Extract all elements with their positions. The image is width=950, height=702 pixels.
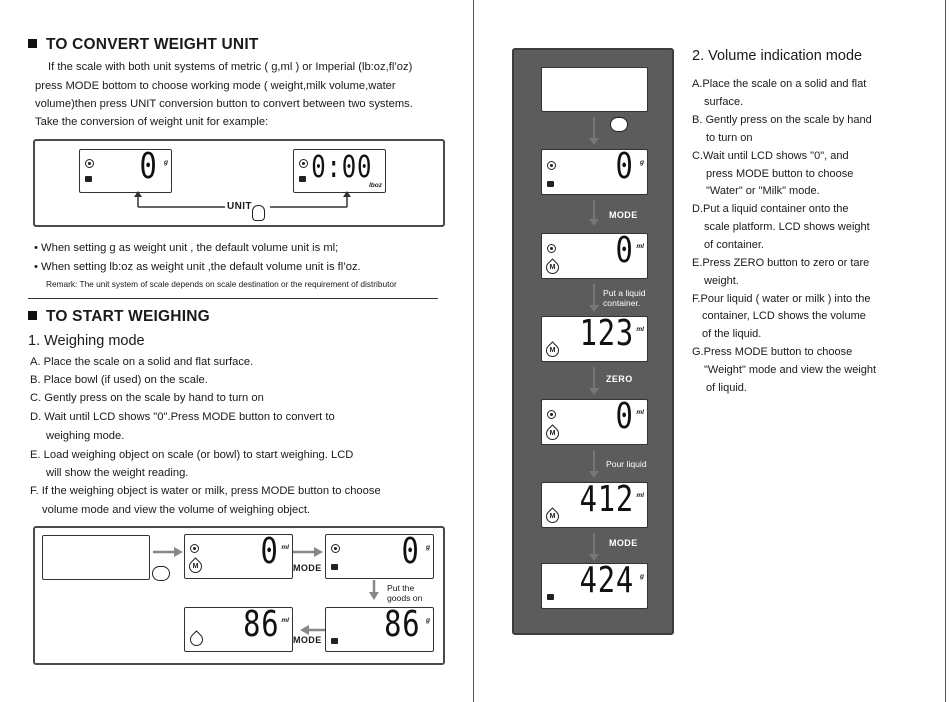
lcd-unit: ml [636, 409, 644, 416]
weighing-mode-subtitle: 1. Weighing mode [28, 333, 145, 349]
lcd-unit: g [640, 159, 644, 166]
vol-step-f-cont: container, LCD shows the volume [702, 310, 866, 322]
strip-lcd-5 [541, 479, 648, 528]
section-divider [28, 298, 438, 299]
mode-button-label-2: MODE [293, 635, 322, 645]
convert-unit-heading: TO CONVERT WEIGHT UNIT [28, 36, 259, 54]
lcd-unit: ml [281, 544, 289, 551]
weight-icon [547, 594, 554, 600]
lcd-display-86ml [184, 604, 293, 652]
arrow-down [593, 533, 595, 555]
bullet-lboz: • When setting lb:oz as weight unit ,the default volume unit is fl’oz. [34, 261, 361, 273]
page-divider [473, 0, 474, 702]
water-drop-icon [187, 630, 205, 648]
target-icon [547, 244, 556, 253]
lcd-digits: 0 [401, 531, 420, 572]
weigh-step-d: D. Wait until LCD shows "0".Press MODE button to convert to [30, 411, 335, 423]
lcd-unit: lboz [369, 182, 382, 189]
target-icon [331, 544, 340, 553]
vol-step-a-cont: surface. [704, 96, 744, 108]
lcd-digits: 86 [383, 604, 420, 645]
lcd-unit: ml [636, 326, 644, 333]
milk-drop-icon: M [543, 341, 561, 359]
arrow-down [593, 367, 595, 389]
strip-lcd-1 [541, 146, 648, 195]
vol-step-a: A.Place the scale on a solid and flat [692, 78, 867, 90]
weigh-step-e: E. Load weighing object on scale (or bowl) to start weighing. LCD [30, 449, 354, 461]
vol-step-g: G.Press MODE button to choose [692, 346, 853, 358]
lcd-digits: 0:00 [311, 150, 372, 185]
convert-line-3: volume)then press UNIT conversion button to convert between two systems. [35, 98, 413, 110]
convert-line-2: press MODE bottom to choose working mode ( weight,milk volume,water [35, 80, 396, 92]
milk-drop-icon: M [543, 424, 561, 442]
remark-text: Remark: The unit system of scale depends on scale destination or the requirement of distributor [46, 279, 397, 289]
vol-step-f: F.Pour liquid ( water or milk ) into the [692, 293, 871, 305]
milk-drop-icon: M [543, 507, 561, 525]
lcd-unit: g [426, 544, 430, 551]
arrow-down [593, 117, 595, 139]
weight-icon [331, 638, 338, 644]
arrow-down [593, 450, 595, 472]
unit-connector-lines [35, 141, 443, 225]
lcd-display-off [541, 67, 648, 112]
weigh-step-f-cont: volume mode and view the volume of weighing object. [42, 504, 311, 516]
vol-step-g-cont-2: of liquid. [706, 382, 747, 394]
vol-step-d-cont: scale platform. LCD shows weight [704, 221, 870, 233]
vol-step-g-cont: "Weight" mode and view the weight [704, 364, 877, 376]
strip-mode-label: MODE [609, 210, 638, 220]
weighing-mode-diagram [33, 526, 445, 665]
weigh-step-c: C. Gently press on the scale by hand to turn on [30, 392, 264, 404]
lcd-digits: 0 [139, 146, 158, 187]
finger-press-icon [252, 205, 265, 221]
hand-press-icon [610, 117, 628, 132]
vol-step-c-cont-2: "Water" or "Milk" mode. [706, 185, 820, 197]
strip-lcd-6 [541, 560, 648, 609]
lcd-digits: 412 [579, 479, 634, 520]
weigh-step-e-cont: will show the weight reading. [46, 467, 189, 479]
weigh-step-a: A. Place the scale on a solid and flat surface. [30, 356, 254, 368]
lcd-unit: ml [636, 243, 644, 250]
vol-step-b: B. Gently press on the scale by hand [692, 114, 872, 126]
vol-step-b-cont: to turn on [706, 132, 753, 144]
vol-step-d-cont-2: of container. [704, 239, 764, 251]
convert-line-1: If the scale with both unit systems of metric ( g,ml ) or Imperial (lb:oz,fl’oz) [48, 61, 413, 73]
lcd-digits: 123 [579, 313, 634, 354]
arrow-down [593, 200, 595, 220]
pour-liquid-label: Pour liquid [606, 459, 647, 469]
lcd-digits: 0 [615, 396, 634, 437]
vol-step-f-cont-2: of the liquid. [702, 328, 762, 340]
lcd-unit: g [164, 159, 168, 166]
mode-button-label: MODE [293, 563, 322, 573]
weight-icon [331, 564, 338, 570]
put-goods-label: Put the goods on [387, 583, 423, 603]
bullet-grams: • When setting g as weight unit , the default volume unit is ml; [34, 242, 339, 254]
target-icon [547, 410, 556, 419]
lcd-unit: g [640, 573, 644, 580]
volume-mode-title: 2. Volume indication mode [692, 48, 863, 64]
page-edge [945, 0, 946, 702]
vol-step-d: D.Put a liquid container onto the [692, 203, 849, 215]
target-icon [190, 544, 199, 553]
milk-drop-icon: M [186, 557, 204, 575]
lcd-digits: 0 [615, 230, 634, 271]
arrow-down [593, 284, 595, 306]
lcd-unit: g [426, 617, 430, 624]
convert-line-4: Take the conversion of weight unit for example: [35, 116, 269, 128]
volume-mode-strip [512, 48, 674, 635]
strip-lcd-4 [541, 396, 648, 445]
unit-conversion-diagram [33, 139, 445, 227]
vol-step-c: C.Wait until LCD shows "0", and [692, 150, 849, 162]
strip-lcd-3 [541, 313, 648, 362]
lcd-digits: 0 [615, 146, 634, 187]
target-icon [547, 161, 556, 170]
weigh-step-b: B. Place bowl (if used) on the scale. [30, 374, 208, 386]
lcd-display-86g [325, 604, 434, 652]
milk-drop-icon: M [543, 258, 561, 276]
strip-lcd-2 [541, 230, 648, 279]
vol-step-e: E.Press ZERO button to zero or tare [692, 257, 870, 269]
vol-step-c-cont: press MODE button to choose [706, 168, 854, 180]
unit-button-label: UNIT [227, 201, 252, 212]
lcd-digits: 86 [242, 604, 279, 645]
weight-icon [547, 181, 554, 187]
lcd-display-g [325, 531, 434, 579]
start-weighing-heading: TO START WEIGHING [28, 308, 210, 326]
vol-step-e-cont: weight. [704, 275, 739, 287]
lcd-unit: ml [281, 617, 289, 624]
lcd-digits: 0 [260, 531, 279, 572]
weigh-step-d-cont: weighing mode. [46, 430, 125, 442]
lcd-digits: 424 [579, 560, 634, 601]
strip-zero-label: ZERO [606, 374, 633, 384]
put-liquid-label: Put a liquid container. [603, 288, 646, 308]
weigh-step-f: F. If the weighing object is water or milk, press MODE button to choose [30, 485, 381, 497]
strip-mode-label-2: MODE [609, 538, 638, 548]
lcd-unit: ml [636, 492, 644, 499]
lcd-display-ml [184, 531, 293, 579]
